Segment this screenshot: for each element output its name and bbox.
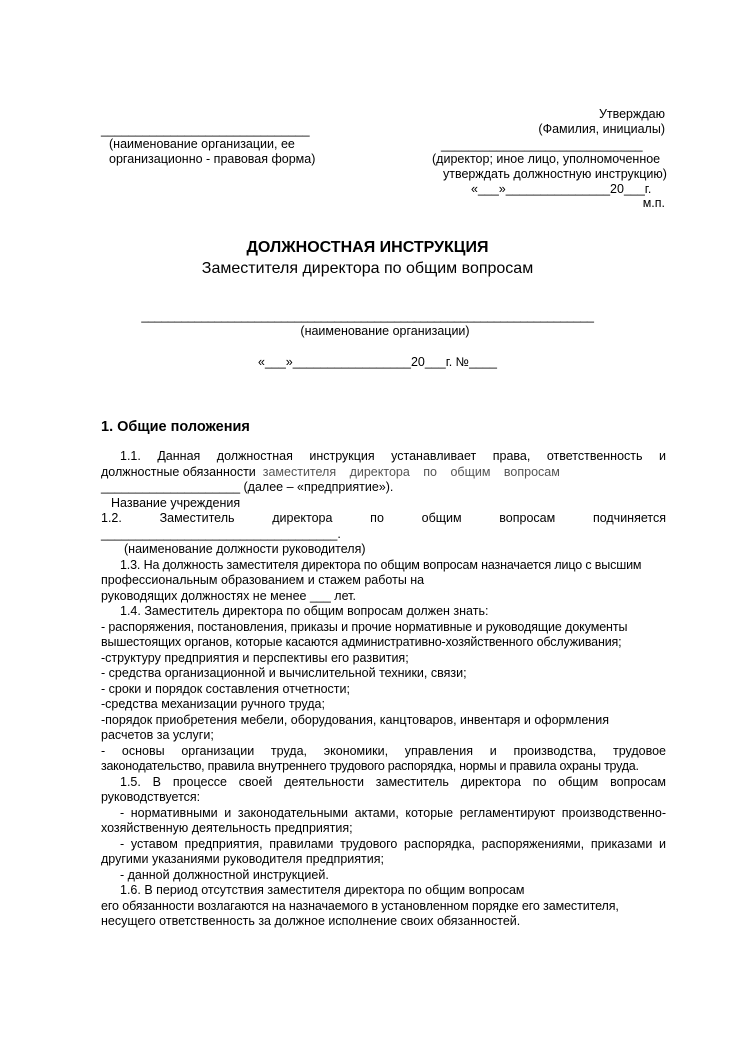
guideline-item-1-line-2: хозяйственную деятельность предприятия; [101, 821, 353, 835]
org-signature-line: ______________________________ [101, 123, 310, 137]
organization-line: ____________________________________________________________________ [141, 309, 594, 323]
org-name-caption-1: (наименование организации, ее [109, 137, 295, 151]
guideline-item-1-line-1: - нормативными и законодательными актами, которые регламентируют производственно- [120, 805, 666, 820]
knowledge-item-1-line-1: - распоряжения, постановления, приказы и прочие нормативные и руководящие документы [101, 619, 628, 634]
paragraph-1-1-line-1: 1.1. Данная должностная инструкция устанавливает права, ответственность и [120, 449, 666, 463]
org-name-caption-2: организационно - правовая форма) [109, 152, 316, 166]
paragraph-1-1-line-2-text: должностные обязанности [101, 464, 256, 479]
fio-label: (Фамилия, инициалы) [538, 122, 665, 136]
organization-caption: (наименование организации) [300, 324, 470, 338]
knowledge-item-6-line-2: расчетов за услуги; [101, 728, 214, 742]
paragraph-1-3-line-2: профессиональным образованием и стажем работы на [101, 573, 425, 587]
document-subtitle: Заместителя директора по общим вопросам [201, 260, 534, 277]
paragraph-1-6-line-3: несущего ответственность за должное исполнение своих обязанностей. [101, 914, 521, 928]
director-caption-1: (директор; иное лицо, уполномоченное [432, 152, 661, 166]
approve-date: «___»_______________20___г. [471, 182, 652, 196]
knowledge-item-5: -средства механизации ручного труда; [101, 697, 325, 711]
paragraph-1-2-line-1: 1.2. Заместитель директора по общим вопросам подчиняется [101, 511, 666, 525]
stamp-label: м.п. [642, 196, 665, 210]
paragraph-1-4: 1.4. Заместитель директора по общим вопросам должен знать: [120, 604, 489, 618]
director-caption-2: утверждать должностную инструкцию) [443, 167, 667, 181]
paragraph-1-2-line-2: __________________________________. [101, 526, 341, 541]
knowledge-item-4: - сроки и порядок составления отчетности; [101, 681, 350, 696]
knowledge-item-7-line-1: - основы организации труда, экономики, управления и производства, трудовое [101, 743, 666, 758]
knowledge-item-1-line-2: вышестоящих органов, которые касаются административно-хозяйственного обслуживания; [101, 635, 622, 649]
guideline-item-3: - данной должностной инструкцией. [120, 867, 329, 882]
head-position-caption: (наименование должности руководителя) [124, 542, 366, 556]
paragraph-1-5-line-2: руководствуется: [101, 790, 201, 804]
paragraph-1-6-line-1: 1.6. В период отсутствия заместителя директора по общим вопросам [120, 883, 525, 897]
section-general-body [101, 449, 666, 930]
knowledge-item-7-line-2: законодательство, правила внутреннего трудового распорядка, нормы и правила охраны труда. [101, 759, 639, 773]
section-heading-general: 1. Общие положения [101, 419, 250, 435]
guideline-item-2-line-2: другими указаниями руководителя предприятия; [101, 852, 384, 866]
director-signature-line: _____________________________ [441, 138, 643, 152]
paragraph-1-3-line-3: руководящих должностях не менее ___ лет. [101, 588, 356, 603]
document-title: ДОЛЖНОСТНАЯ ИНСТРУКЦИЯ [246, 239, 489, 256]
document-date-number: «___»_________________20___г. №____ [258, 355, 497, 369]
knowledge-item-6-line-1: -порядок приобретения мебели, оборудования, канцтоваров, инвентаря и оформления [101, 712, 609, 727]
approve-label: Утверждаю [598, 107, 665, 121]
paragraph-1-3-line-1: 1.3. На должность заместителя директора по общим вопросам назначается лицо с высшим [120, 557, 642, 572]
knowledge-item-2: -структуру предприятия и перспективы его развития; [101, 650, 409, 665]
paragraph-1-5-line-1: 1.5. В процессе своей деятельности заместитель директора по общим вопросам [120, 774, 666, 789]
knowledge-item-3: - средства организационной и вычислительной техники, связи; [101, 666, 467, 680]
institution-name-caption: Название учреждения [111, 495, 241, 510]
paragraph-1-1-line-3: ____________________ (далее – «предприятие»). [101, 480, 394, 494]
paragraph-1-1-line-2 [101, 465, 666, 481]
guideline-item-2-line-1: - уставом предприятия, правилами трудового распорядка, распоряжениями, приказами и [120, 836, 666, 851]
paragraph-1-6-line-2: его обязанности возлагаются на назначаемого в установленном порядке его заместителя, [101, 898, 619, 913]
paragraph-1-1-position-text: заместителя директора по общим вопросам [262, 464, 560, 479]
